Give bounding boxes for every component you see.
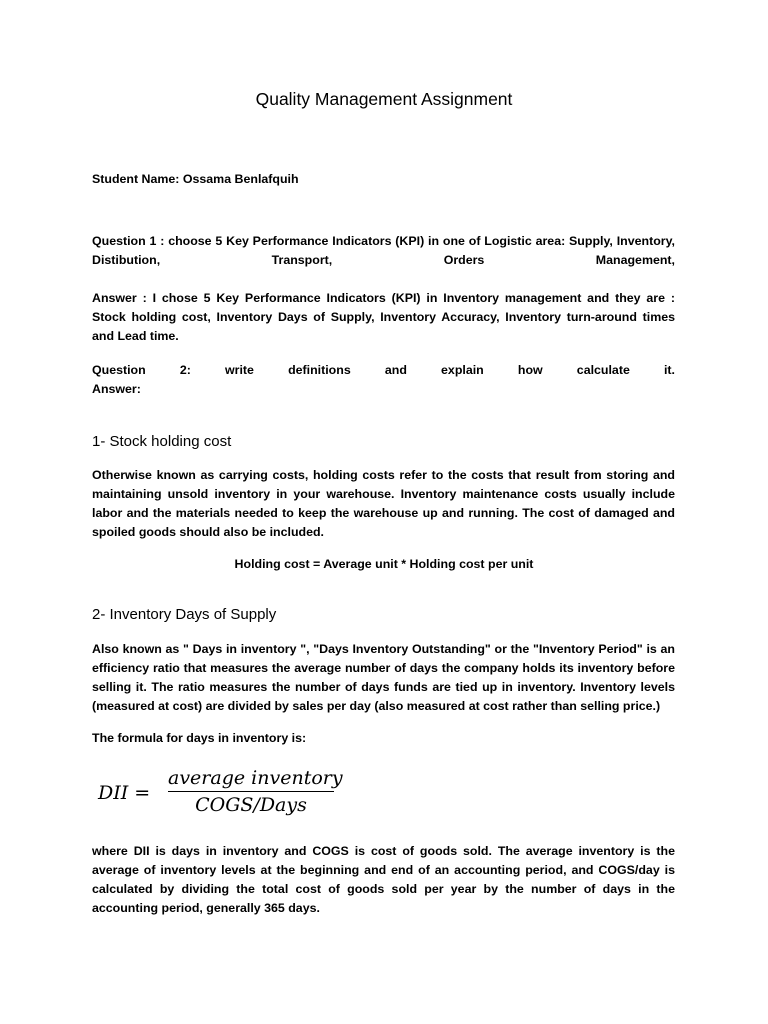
dii-explanation: where DII is days in inventory and COGS is cost of goods sold. The average inventory is the average of inventory levels at the beginning and end of an accounting period, and COGS/day is calculated by dividing the total cost of goods sold per year by the number of days in the accounting period, generally 365 days. [92, 844, 675, 915]
document-title: Quality Management Assignment [255, 89, 513, 109]
section-1-heading: 1- Stock holding cost [92, 433, 232, 450]
question-1: Question 1 : choose 5 Key Performance Indicators (KPI) in one of Logistic area: Supply, Inventory, Distibution, Transport, Orders Management, [92, 234, 675, 267]
dii-formula-numerator: average inventory [168, 767, 343, 789]
dii-formula-denominator: COGS/Days [195, 794, 307, 816]
answer-2-label: Answer: [92, 382, 141, 396]
question-2: Question 2: write definitions and explain how calculate it. [92, 363, 675, 377]
holding-cost-formula: Holding cost = Average unit * Holding cost per unit [234, 557, 534, 571]
section-1-paragraph: Otherwise known as carrying costs, holding costs refer to the costs that result from storing and maintaining unsold inventory in your warehouse. Inventory maintenance costs usually include labor and the materials needed to keep the warehouse up and running. The cost of damaged and spoiled goods should also be included. [92, 468, 675, 539]
fraction-bar [168, 791, 334, 792]
dii-formula-fraction [168, 766, 343, 817]
answer-1: Answer : I chose 5 Key Performance Indicators (KPI) in Inventory management and they are : Stock holding cost, Inventory Days of Supply, Inventory Accuracy, Inventory turn-around times and Lead time. [92, 291, 675, 343]
section-2-paragraph: Also known as " Days in inventory ", "Days Inventory Outstanding" or the "Inventory Period" is an efficiency ratio that measures the average number of days the company holds its inventory before selling it. The ratio measures the number of days funds are tied up in inventory. Inventory levels (measured at cost) are divided by sales per day (also measured at cost rather than selling price.) [92, 642, 675, 713]
section-2-heading: 2- Inventory Days of Supply [92, 606, 277, 623]
dii-formula-lhs: DII = [98, 782, 151, 804]
formula-intro: The formula for days in inventory is: [92, 731, 307, 745]
student-name: Student Name: Ossama Benlafquih [92, 172, 299, 186]
dii-formula [98, 766, 348, 822]
